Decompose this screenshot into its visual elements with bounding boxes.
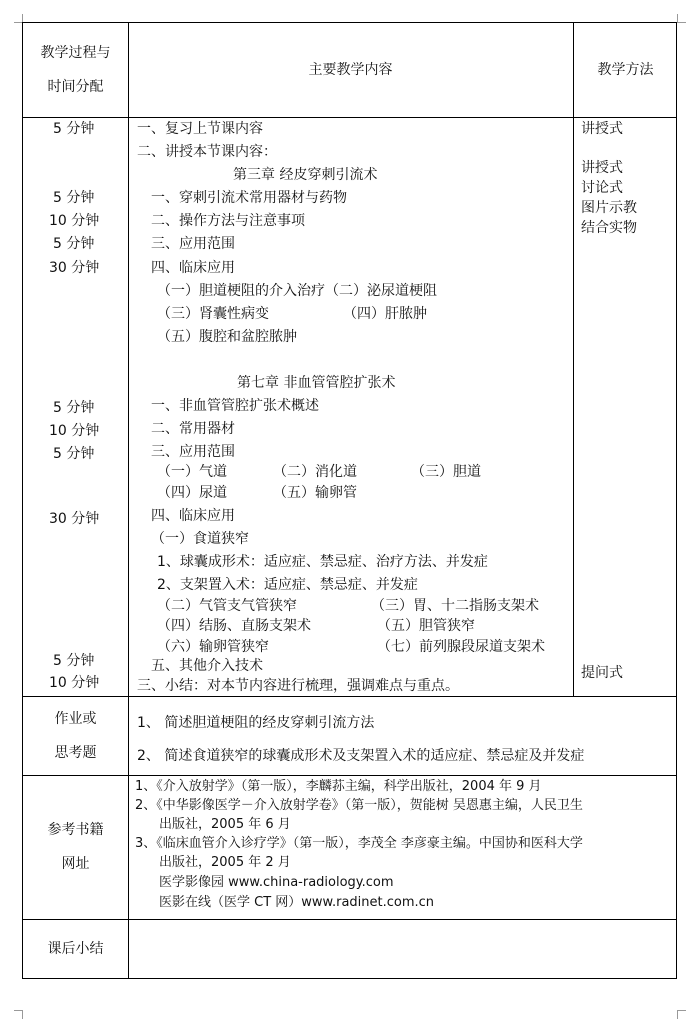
content-line: （五）腹腔和盆腔脓肿 — [157, 329, 297, 345]
content-line: 2、支架置入术：适应症、禁忌症、并发症 — [157, 577, 418, 593]
content-line: 四、临床应用 — [151, 260, 235, 276]
content-line: 二、常用器材 — [151, 421, 235, 437]
reference-line: 3、《临床血管介入诊疗学》（第一版），李茂全 李彦豪主编。中国协和医科大学 — [135, 836, 583, 851]
time-slot: 5 分钟 — [53, 653, 95, 669]
reference-link: 医影在线（医学 CT 网）www.radinet.com.cn — [159, 895, 435, 910]
references-label-line2: 网址 — [61, 856, 90, 872]
page-corner-mark — [677, 14, 686, 23]
content-line: 四、临床应用 — [151, 508, 235, 524]
method-label: 图片示教 — [581, 200, 637, 216]
content-line: 1、球囊成形术：适应症、禁忌症、治疗方法、并发症 — [157, 554, 488, 570]
method-label: 提问式 — [581, 665, 623, 681]
time-slot: 30 分钟 — [49, 260, 100, 276]
time-slot: 10 分钟 — [49, 423, 100, 439]
column-divider — [573, 23, 574, 696]
time-slot: 10 分钟 — [49, 213, 100, 229]
method-label: 讲授式 — [581, 121, 623, 137]
header-process-time — [23, 23, 128, 117]
references-label — [23, 775, 128, 919]
content-line: 二、讲授本节课内容： — [137, 144, 277, 160]
content-line: （四）尿道 — [157, 485, 227, 501]
content-line: （四）肝脓肿 — [343, 306, 427, 322]
page-corner-mark — [14, 1010, 23, 1019]
content-line: 三、应用范围 — [151, 444, 235, 460]
time-slot: 10 分钟 — [49, 675, 100, 691]
content-line: （三）胆道 — [411, 464, 481, 480]
content-line: （二）消化道 — [273, 464, 357, 480]
content-line: （二）气管支气管狭窄 — [157, 598, 297, 614]
content-line: （七）前列腺段尿道支架术 — [377, 639, 545, 655]
content-line: （一）食道狭窄 — [151, 531, 249, 547]
content-line: 三、小结：对本节内容进行梳理，强调难点与重点。 — [137, 678, 459, 694]
content-line: 三、应用范围 — [151, 236, 235, 252]
header-process-time-line1: 教学过程与 — [40, 45, 111, 61]
content-line: （一）气道 — [157, 464, 227, 480]
time-slot: 5 分钟 — [53, 236, 95, 252]
content-line: 一、非血管管腔扩张术概述 — [151, 398, 319, 414]
chapter-title: 第三章 经皮穿刺引流术 — [233, 167, 378, 183]
content-line: 一、穿刺引流术常用器材与药物 — [151, 190, 347, 206]
homework-item: 1、 简述胆道梗阻的经皮穿刺引流方法 — [137, 715, 375, 731]
content-line: （六）输卵管狭窄 — [157, 639, 269, 655]
header-main-content: 主要教学内容 — [308, 62, 393, 78]
content-line: 一、复习上节课内容 — [137, 121, 263, 137]
reference-line: 2、《中华影像医学－介入放射学卷》（第一版），贺能树 吴恩惠主编，人民卫生 — [135, 798, 583, 813]
references-label-line1: 参考书籍 — [47, 822, 104, 838]
summary-label: 课后小结 — [47, 940, 104, 957]
content-line: 二、操作方法与注意事项 — [151, 213, 305, 229]
homework-item: 2、 简述食道狭窄的球囊成形术及支架置入术的适应症、禁忌症及并发症 — [137, 748, 585, 764]
time-slot: 30 分钟 — [49, 511, 100, 527]
time-slot: 5 分钟 — [53, 190, 95, 206]
content-line: （四）结肠、直肠支架术 — [157, 618, 311, 634]
content-line: （五）输卵管 — [273, 485, 357, 501]
method-label: 讨论式 — [581, 180, 623, 196]
reference-link: 医学影像园 www.china-radiology.com — [159, 875, 394, 890]
header-process-time-line2: 时间分配 — [47, 79, 104, 95]
reference-line: 出版社，2005 年 2 月 — [159, 855, 291, 870]
time-slot: 5 分钟 — [53, 446, 95, 462]
time-slot: 5 分钟 — [53, 400, 95, 416]
method-label: 讲授式 — [581, 160, 623, 176]
header-teaching-method: 教学方法 — [597, 62, 654, 78]
column-divider — [128, 23, 129, 978]
homework-label-line1: 作业或 — [54, 710, 97, 727]
chapter-title: 第七章 非血管管腔扩张术 — [237, 375, 396, 391]
content-line: （五）胆管狭窄 — [377, 618, 475, 634]
summary-content[interactable] — [128, 919, 676, 978]
reference-line: 出版社，2005 年 6 月 — [159, 817, 291, 832]
content-line: （三）胃、十二指肠支架术 — [371, 598, 539, 614]
lesson-plan-table — [22, 22, 677, 979]
content-line: （一）胆道梗阻的介入治疗（二）泌尿道梗阻 — [157, 283, 437, 299]
homework-label — [23, 696, 128, 775]
homework-label-line2: 思考题 — [54, 744, 97, 761]
row-divider — [23, 117, 676, 118]
content-line: （三）肾囊性病变 — [157, 306, 269, 322]
method-label: 结合实物 — [581, 220, 637, 236]
page-corner-mark — [677, 1010, 686, 1019]
content-line: 五、其他介入技术 — [151, 658, 263, 674]
reference-line: 1、《介入放射学》（第一版），李麟荪主编，科学出版社，2004 年 9 月 — [135, 779, 542, 794]
time-slot: 5 分钟 — [53, 121, 95, 137]
